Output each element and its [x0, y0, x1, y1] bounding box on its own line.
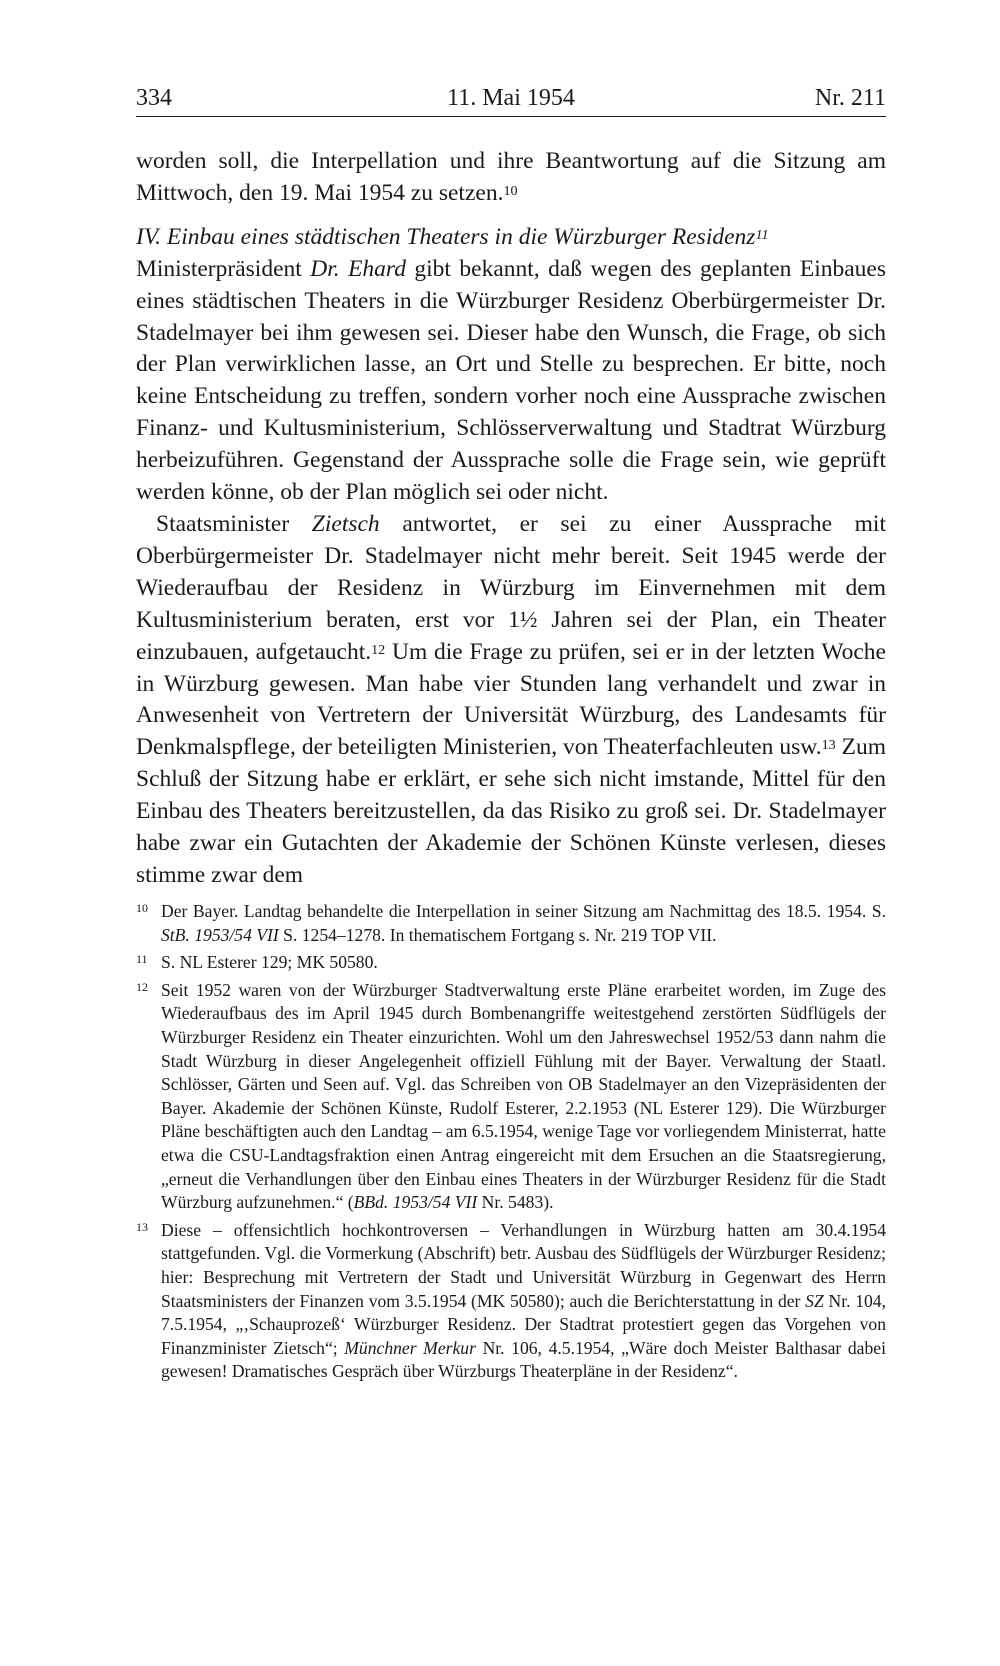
lead-paragraph: worden soll, die Interpellation und ihre Beantwortung auf die Sitzung am Mittwoch, den 19. Mai 1954 zu setzen.$^{10}$ — [136, 148, 886, 206]
speaker-name: Zietsch — [311, 510, 380, 537]
page-number: 334 — [136, 85, 172, 111]
footnote-ref-11[interactable]: 11 — [755, 226, 769, 243]
footnote-ref-12[interactable]: 12 — [371, 641, 386, 658]
speaker-name: Dr. Ehard — [310, 255, 406, 282]
footnote-10: 10 Der Bayer. Landtag behandelte die Interpellation in seiner Sitzung am Nachmittag des 18.5. 1954. S. StB. 1953/54 VII S. 1254–1278. In thematischem Fortgang s. Nr. 219 TOP VII. — [136, 900, 886, 947]
footnote-number: 13 — [136, 1219, 148, 1234]
document-number: Nr. 211 — [814, 85, 886, 111]
section-heading: IV. Einbau eines städtischen Theaters in die Würzburger Residenz$^{11}$ — [136, 223, 769, 250]
main-text — [136, 146, 886, 892]
running-header — [136, 82, 886, 117]
footnote-number: 11 — [136, 952, 148, 967]
footnote-12: 12 Seit 1952 waren von der Würzburger Stadtverwaltung erste Pläne erarbeitet worden, im Zuge des Wiederaufbaus des im April 1945 durch Bombenangriffe weitestgehend zerstörten Südflügels der Würzburger Residenz ein Theater einzurichten. Wohl um den Jahreswechsel 1952/53 dann nahm die Stadt Würzburg in dieser Angelegenheit offiziell Fühlung mit der Bayer. Verwaltung der Staatl. Schlösser, Gärten und Seen auf. Vgl. das Schreiben von OB Stadelmayer an den Vizepräsidenten der Bayer. Akademie der Schönen Künste, Rudolf Esterer, 2.2.1953 (NL Esterer 129). Die Würzburger Pläne beschäftigten auch den Landtag – am 6.5.1954, wenige Tage vor vorliegendem Ministerrat, hatte etwa die CSU-Landtagsfraktion einen Antrag eingereicht mit dem Ersuchen an die Staatsregierung, „erneut die Verhandlungen über den Einbau eines Theaters in der Würzburger Residenz für die Stadt Würzburg aufzunehmen.“ (BBd. 1953/54 VII Nr. 5483). — [136, 979, 886, 1215]
paragraph-ehard: Ministerpräsident Dr. Ehard gibt bekannt, daß wegen des geplanten Einbaues eines städtischen Theaters in die Würzburger Residenz Oberbürgermeister Dr. Stadelmayer bei ihm gewesen sei. Dieser habe den Wunsch, die Frage, ob sich der Plan verwirklichen lasse, an Ort und Stelle zu besprechen. Er bitte, noch keine Entscheidung zu treffen, sondern vorher noch eine Aussprache zwischen Finanz- und Kultusministerium, Schlösserverwaltung und Stadtrat Würzburg herbeizuführen. Gegenstand der Aussprache solle die Frage sein, wie geprüft werden könne, ob der Plan möglich sei oder nicht. — [136, 255, 887, 506]
footnote-11: 11 S. NL Esterer 129; MK 50580. — [136, 951, 886, 975]
footnote-number: 12 — [136, 979, 148, 994]
footnote-number: 10 — [136, 901, 148, 915]
footnote-ref-13[interactable]: 13 — [821, 737, 836, 754]
paragraph-zietsch: Staatsminister Zietsch antwortet, er sei zu einer Aussprache mit Oberbürgermeister Dr. Stadelmayer nicht mehr bereit. Seit 1945 werde der Wiederaufbau der Residenz in Würzburg im Einvernehmen mit dem Kultusministerium beraten, erst vor 1½ Jahren sei der Plan, ein Theater einzubauen, aufgetaucht.$^{12}$ Um die Frage zu prüfen, sei er in der letzten Woche in Würzburg gewesen. Man habe vier Stunden lang verhandelt und zwar in Anwesenheit von Vertretern der Universität Würzburg, des Landesamts für Denkmalspflege, der beteiligten Ministerien, von Theaterfachleuten usw.$^{13}$ Zum Schluß der Sitzung habe er erklärt, er sehe sich nicht imstande, Mittel für den Einbau des Theaters bereitzustellen, da das Risiko zu groß sei. Dr. Stadelmayer habe zwar ein Gutachten der Akademie der Schönen Künste verlesen, dieses stimme zwar dem — [136, 510, 886, 888]
footnote-13: 13 Diese – offensichtlich hochkontroversen – Verhandlungen in Würzburg hatten am 30.4.1954 stattgefunden. Vgl. die Vormerkung (Abschrift) betr. Ausbau des Südflügels der Würzburger Residenz; hier: Besprechung mit Vertretern der Stadt und Universität Würzburg in Gegenwart des Herrn Staatsministers der Finanzen vom 3.5.1954 (MK 50580); auch die Berichterstattung in der SZ Nr. 104, 7.5.1954, „‚Schauprozeß‘ Würzburger Residenz. Der Stadtrat protestiert gegen das Vorgehen von Finanzminister Zietsch“; Münchner Merkur Nr. 106, 4.5.1954, „Wäre doch Meister Balthasar dabei gewesen! Dramatisches Gespräch über Würzburgs Theaterpläne in der Residenz“. — [136, 1219, 886, 1384]
footnote-ref-10[interactable]: 10 — [503, 182, 518, 199]
footnotes — [136, 900, 886, 1388]
header-date: 11. Mai 1954 — [447, 85, 575, 111]
